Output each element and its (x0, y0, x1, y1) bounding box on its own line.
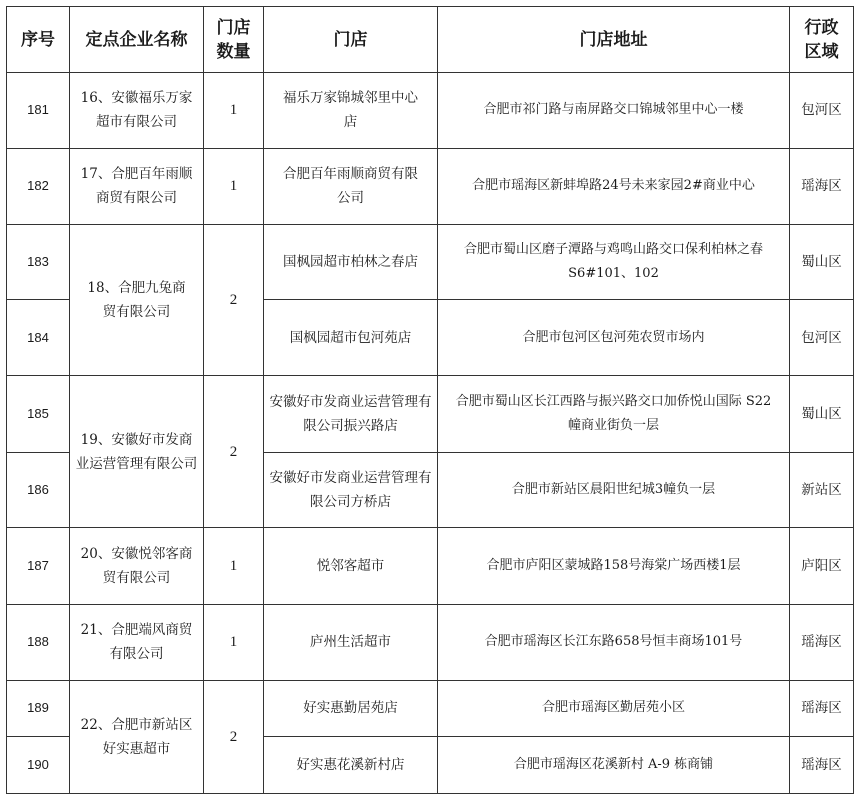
cell-count: 1 (204, 73, 264, 148)
cell-seq: 183 (7, 224, 70, 299)
cell-address: 合肥市蜀山区磨子潭路与鸡鸣山路交口保利柏林之春 S6#101、102 (438, 224, 790, 299)
table-row (7, 73, 854, 148)
cell-store: 安徽好市发商业运营管理有限公司方桥店 (264, 452, 438, 527)
cell-company: 16、安徽福乐万家超市有限公司 (70, 73, 204, 148)
cell-district: 包河区 (790, 300, 854, 376)
cell-store: 庐州生活超市 (264, 605, 438, 680)
header-count: 门店数量 (204, 7, 264, 73)
cell-company: 20、安徽悦邻客商贸有限公司 (70, 527, 204, 604)
cell-seq: 188 (7, 605, 70, 680)
table-row (7, 224, 854, 299)
cell-address: 合肥市瑶海区新蚌埠路24号未来家园2#商业中心 (438, 148, 790, 224)
header-address: 门店地址 (438, 7, 790, 73)
cell-store: 好实惠花溪新村店 (264, 736, 438, 793)
document-page (6, 6, 853, 794)
store-table (6, 6, 854, 794)
cell-district: 瑶海区 (790, 148, 854, 224)
cell-company: 21、合肥端风商贸有限公司 (70, 605, 204, 680)
cell-company: 19、安徽好市发商业运营管理有限公司 (70, 376, 204, 528)
cell-seq: 189 (7, 680, 70, 736)
header-company: 定点企业名称 (70, 7, 204, 73)
cell-store: 安徽好市发商业运营管理有限公司振兴路店 (264, 376, 438, 452)
cell-seq: 182 (7, 148, 70, 224)
cell-seq: 185 (7, 376, 70, 452)
cell-seq: 184 (7, 300, 70, 376)
cell-seq: 187 (7, 527, 70, 604)
cell-address: 合肥市新站区晨阳世纪城3幢负一层 (438, 452, 790, 527)
cell-store: 福乐万家锦城邻里中心店 (264, 73, 438, 148)
header-row (7, 7, 854, 73)
cell-store: 好实惠勤居苑店 (264, 680, 438, 736)
cell-district: 包河区 (790, 73, 854, 148)
table-row (7, 680, 854, 736)
cell-store: 悦邻客超市 (264, 527, 438, 604)
cell-count: 2 (204, 224, 264, 376)
cell-store: 国枫园超市包河苑店 (264, 300, 438, 376)
cell-count: 2 (204, 376, 264, 528)
cell-seq: 190 (7, 736, 70, 793)
cell-seq: 186 (7, 452, 70, 527)
cell-seq: 181 (7, 73, 70, 148)
table-row (7, 148, 854, 224)
cell-count: 1 (204, 527, 264, 604)
cell-address: 合肥市包河区包河苑农贸市场内 (438, 300, 790, 376)
cell-store: 国枫园超市柏林之春店 (264, 224, 438, 299)
cell-district: 蜀山区 (790, 376, 854, 452)
cell-count: 1 (204, 605, 264, 680)
cell-count: 2 (204, 680, 264, 794)
cell-address: 合肥市瑶海区花溪新村 A-9 栋商铺 (438, 736, 790, 793)
table-row (7, 376, 854, 452)
table-row (7, 527, 854, 604)
cell-district: 瑶海区 (790, 736, 854, 793)
cell-company: 17、合肥百年雨顺商贸有限公司 (70, 148, 204, 224)
cell-address: 合肥市蜀山区长江西路与振兴路交口加侨悦山国际 S22 幢商业街负一层 (438, 376, 790, 452)
header-seq: 序号 (7, 7, 70, 73)
cell-district: 庐阳区 (790, 527, 854, 604)
cell-address: 合肥市瑶海区长江东路658号恒丰商场101号 (438, 605, 790, 680)
cell-district: 瑶海区 (790, 680, 854, 736)
header-store: 门店 (264, 7, 438, 73)
cell-address: 合肥市庐阳区蒙城路158号海棠广场西楼1层 (438, 527, 790, 604)
header-district: 行政区域 (790, 7, 854, 73)
table-row (7, 605, 854, 680)
cell-store: 合肥百年雨顺商贸有限公司 (264, 148, 438, 224)
cell-company: 22、合肥市新站区好实惠超市 (70, 680, 204, 794)
cell-address: 合肥市祁门路与南屏路交口锦城邻里中心一楼 (438, 73, 790, 148)
cell-count: 1 (204, 148, 264, 224)
cell-address: 合肥市瑶海区勤居苑小区 (438, 680, 790, 736)
cell-company: 18、合肥九兔商贸有限公司 (70, 224, 204, 376)
cell-district: 新站区 (790, 452, 854, 527)
cell-district: 蜀山区 (790, 224, 854, 299)
cell-district: 瑶海区 (790, 605, 854, 680)
